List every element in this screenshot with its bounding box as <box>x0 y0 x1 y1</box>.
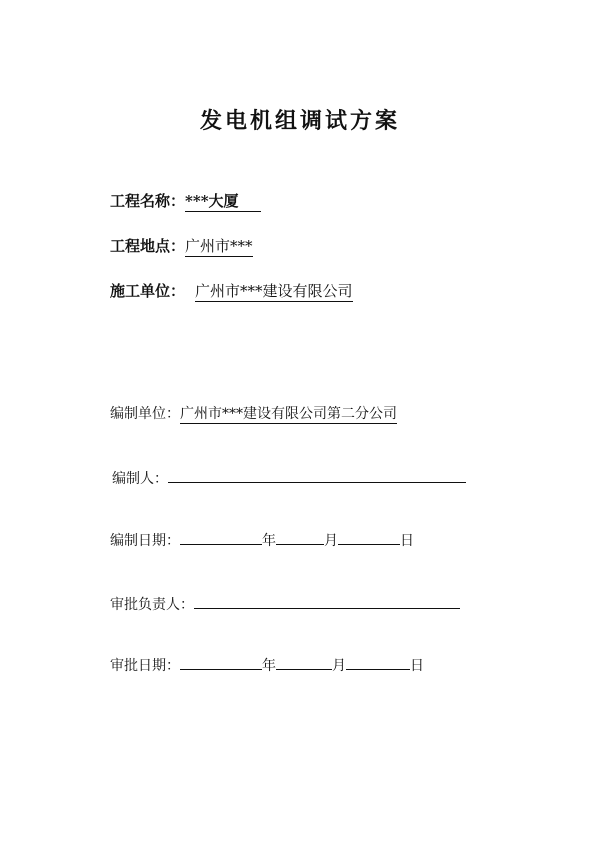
document-title: 发电机组调试方案 <box>199 108 400 134</box>
project-location-row <box>110 235 253 256</box>
compiling-unit-row <box>110 403 397 423</box>
project-location-label: 工程地点： <box>110 237 186 255</box>
approve-month-blank <box>276 655 332 670</box>
approve-year-label: 年 <box>262 658 276 674</box>
compile-year-label: 年 <box>262 533 276 549</box>
compile-date-row <box>110 530 414 550</box>
project-location-value: 广州市*** <box>185 237 253 255</box>
project-name-value: ***大厦 <box>185 192 261 212</box>
compiler-blank <box>168 468 466 483</box>
contractor-value: 广州市***建设有限公司 <box>195 282 353 300</box>
approve-date-row <box>110 655 424 675</box>
compiler-label: 编制人： <box>112 471 168 487</box>
compile-year-blank <box>180 530 262 545</box>
approve-day-blank <box>346 655 410 670</box>
compiling-unit-value: 广州市***建设有限公司第二分公司 <box>180 406 397 422</box>
approver-blank <box>194 594 460 609</box>
compile-day-label: 日 <box>400 533 414 549</box>
approver-row <box>110 594 460 614</box>
approver-label: 审批负责人： <box>110 597 194 613</box>
contractor-row <box>110 280 353 301</box>
approve-month-label: 月 <box>332 658 346 674</box>
contractor-label: 施工单位： <box>110 282 186 300</box>
project-name-label: 工程名称： <box>110 192 186 210</box>
project-name-row <box>110 190 261 211</box>
approve-date-label: 审批日期： <box>110 658 180 674</box>
compiling-unit-label: 编制单位： <box>110 406 180 422</box>
compiler-row <box>112 468 466 488</box>
approve-day-label: 日 <box>410 658 424 674</box>
compile-day-blank <box>338 530 400 545</box>
compile-month-label: 月 <box>324 533 338 549</box>
approve-year-blank <box>180 655 262 670</box>
compile-month-blank <box>276 530 324 545</box>
compile-date-label: 编制日期： <box>110 533 180 549</box>
